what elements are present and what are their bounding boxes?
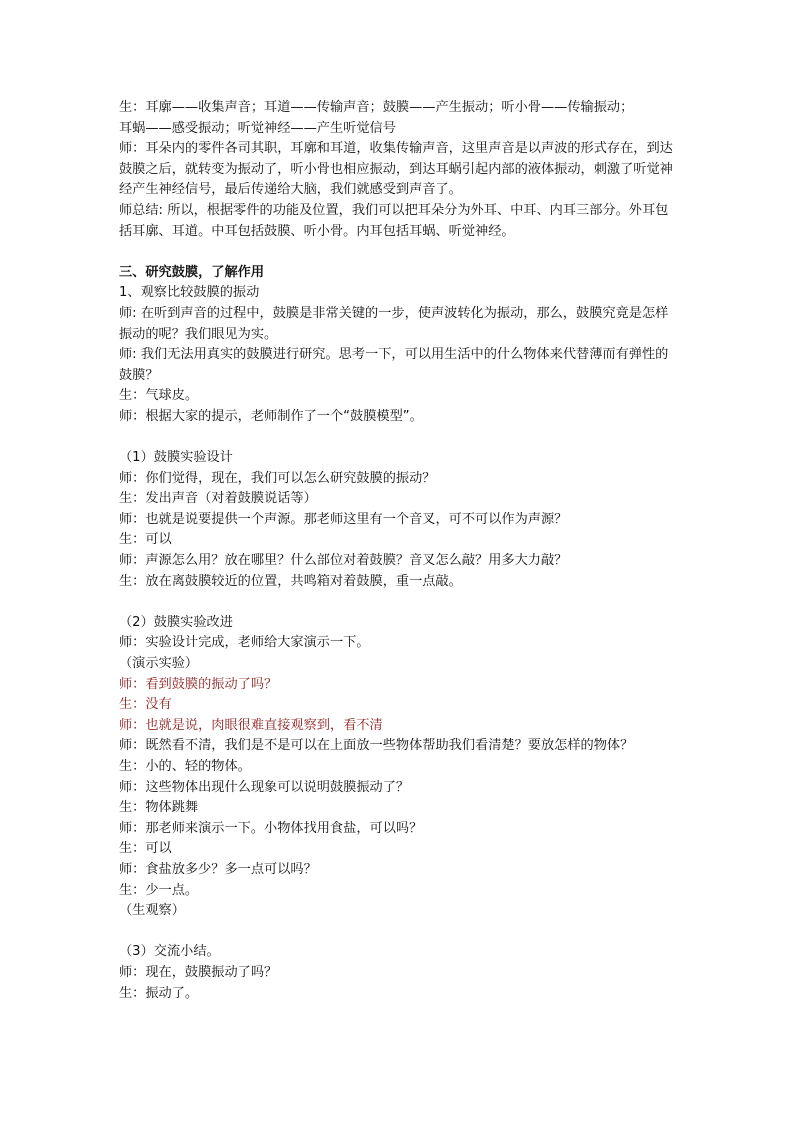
teacher-model-line: 师：根据大家的提示，老师制作了一个“鼓膜模型”。 — [119, 408, 423, 424]
dialogue-line: 师：那老师来演示一下。小物体找用食盐，可以吗？ — [119, 820, 423, 836]
highlighted-dialogue-line: 生：没有 — [119, 697, 172, 713]
summary-heading: （3）交流小结。 — [119, 944, 220, 960]
dialogue-line: 生：发出声音（对着鼓膜说话等） — [119, 491, 317, 507]
teacher-key-step: 师: 在听到声音的过程中，鼓膜是非常关键的一步，使声波转化为振动，那么，鼓膜究竟是怎样振动的呢？我们眼见为实。 — [119, 305, 669, 342]
student-balloon-answer: 生：气球皮。 — [119, 388, 199, 404]
subsection-heading: 1、观察比较鼓膜的振动 — [119, 285, 260, 301]
section-heading: 三、研究鼓膜，了解作用 — [119, 264, 265, 280]
spacer — [119, 428, 679, 449]
teacher-ear-explanation: 师：耳朵内的零件各司其职，耳廓和耳道，收集传输声音，这里声音是以声波的形式存在，到达鼓膜之后，就转变为振动了，听小骨也相应振动，到达耳蜗引起内部的液体振动，刺激了听觉神经产生神经信号，最后传递给大脑，我们就感受到声音了。 — [119, 141, 673, 198]
dialogue-line: 生：小的、轻的物体。 — [119, 759, 251, 774]
dialogue-line: 师：既然看不清，我们是不是可以在上面放一些物体帮助我们看清楚？要放怎样的物体？ — [119, 738, 634, 754]
highlighted-dialogue-line: 师：看到鼓膜的振动了吗？ — [119, 676, 278, 692]
student-answer-line-2: 耳蜗——感受振动；听觉神经——产生听觉信号 — [119, 120, 396, 136]
experiment-improve-heading: （2）鼓膜实验改进 — [119, 614, 233, 630]
dialogue-line: 师：现在，鼓膜振动了吗？ — [119, 964, 278, 980]
student-answer-line-1: 生：耳廓——收集声音；耳道——传输声音；鼓膜——产生振动；听小骨——传输振动； — [119, 100, 634, 115]
dialogue-line: 师：声源怎么用？放在哪里？什么部位对着鼓膜？音叉怎么敲？用多大力敲？ — [119, 553, 568, 569]
spacer — [119, 242, 679, 263]
dialogue-line: 师：你们觉得，现在，我们可以怎么研究鼓膜的振动？ — [119, 470, 436, 486]
dialogue-line: 师：也就是说要提供一个声源。那老师这里有一个音叉，可不可以作为声源？ — [119, 511, 568, 527]
dialogue-line: 生：可以 — [119, 841, 172, 857]
spacer — [119, 922, 679, 943]
dialogue-line: 师：这些物体出现什么现象可以说明鼓膜振动了？ — [119, 779, 410, 795]
dialogue-line: 师：实验设计完成，老师给大家演示一下。 — [119, 635, 370, 651]
dialogue-line: 生：物体跳舞 — [119, 800, 199, 816]
experiment-design-heading: （1）鼓膜实验设计 — [119, 450, 233, 466]
spacer — [119, 592, 679, 613]
stage-direction: （演示实验） — [119, 656, 199, 672]
stage-direction: （生观察） — [119, 903, 185, 919]
dialogue-line: 生：放在离鼓膜较近的位置，共鸣箱对着鼓膜，重一点敲。 — [119, 573, 462, 589]
dialogue-line: 生：少一点。 — [119, 882, 199, 898]
dialogue-line: 生：可以 — [119, 532, 172, 548]
teacher-substitute-question: 师: 我们无法用真实的鼓膜进行研究。思考一下，可以用生活中的什么物体来代替薄而有弹性的鼓膜？ — [119, 347, 669, 383]
document-page — [119, 98, 679, 1004]
dialogue-line: 生：振动了。 — [119, 985, 199, 1001]
teacher-summary: 师总结: 所以，根据零件的功能及位置，我们可以把耳朵分为外耳、中耳、内耳三部分。外耳包括耳廓、耳道。中耳包括鼓膜、听小骨。内耳包括耳蜗、听觉神经。 — [119, 202, 669, 239]
highlighted-dialogue-line: 师：也就是说，肉眼很难直接观察到，看不清 — [119, 717, 383, 733]
dialogue-line: 师：食盐放多少？多一点可以吗？ — [119, 861, 317, 877]
